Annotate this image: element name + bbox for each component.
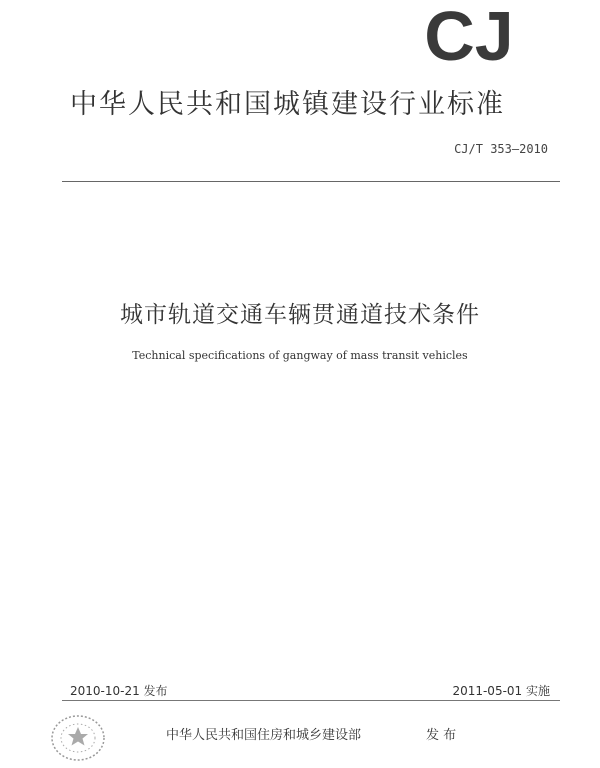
standard-number: CJ/T 353—2010	[454, 142, 548, 156]
footer-divider	[62, 700, 560, 701]
issue-label: 发 布	[426, 728, 457, 743]
issue-date: 2010-10-21 发布	[70, 684, 168, 698]
standard-category: 中华人民共和国城镇建设行业标准	[70, 89, 505, 120]
issuer-seal-icon	[48, 712, 108, 764]
implement-date: 2011-05-01 实施	[452, 684, 550, 698]
document-title-en: Technical specifications of gangway of mass transit vehicles	[132, 349, 468, 362]
issuer-name: 中华人民共和国住房和城乡建设部	[166, 728, 362, 743]
cj-logo-text: CJ	[424, 4, 514, 66]
header-divider	[62, 181, 560, 182]
document-title-cn: 城市轨道交通车辆贯通道技术条件	[120, 302, 480, 328]
cj-logo	[405, 4, 533, 66]
